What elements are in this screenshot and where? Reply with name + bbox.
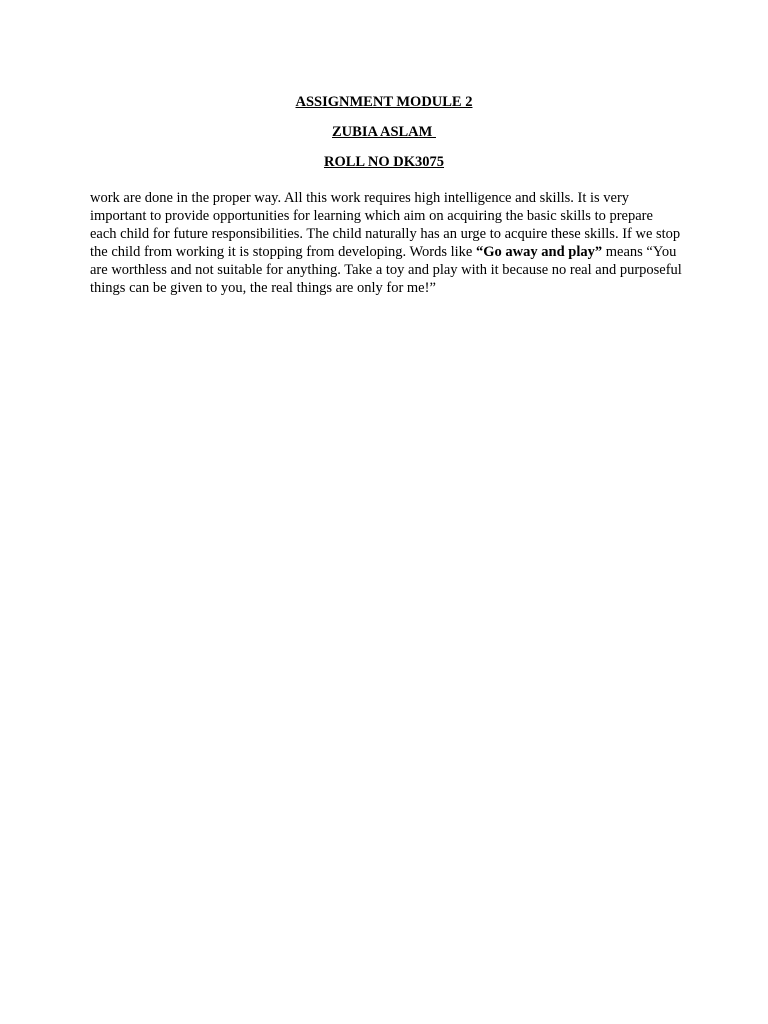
paragraph-text-end: means “You are worthless and not suitable for anything. Take a toy and play with it because no real and purposeful things can be given to you, the real things are only for me!” bbox=[90, 244, 682, 296]
bold-quote: “Go away and play” bbox=[476, 244, 603, 260]
assignment-title: ASSIGNMENT MODULE 2 bbox=[295, 94, 473, 110]
paragraph-text-start: work are done in the proper way. All this work requires high intelligence and skills. It is very important to provide opportunities for learning which aim on acquiring the basic skills to prepare each child for future responsibilities. The child naturally has an urge to acquire these skills. If we stop the child from working it is stopping from developing. Words like bbox=[90, 190, 681, 260]
student-name: ZUBIA ASLAM bbox=[332, 124, 436, 140]
roll-number: ROLL NO DK3075 bbox=[323, 154, 445, 170]
body-paragraph bbox=[90, 189, 682, 297]
document-header bbox=[0, 94, 768, 171]
